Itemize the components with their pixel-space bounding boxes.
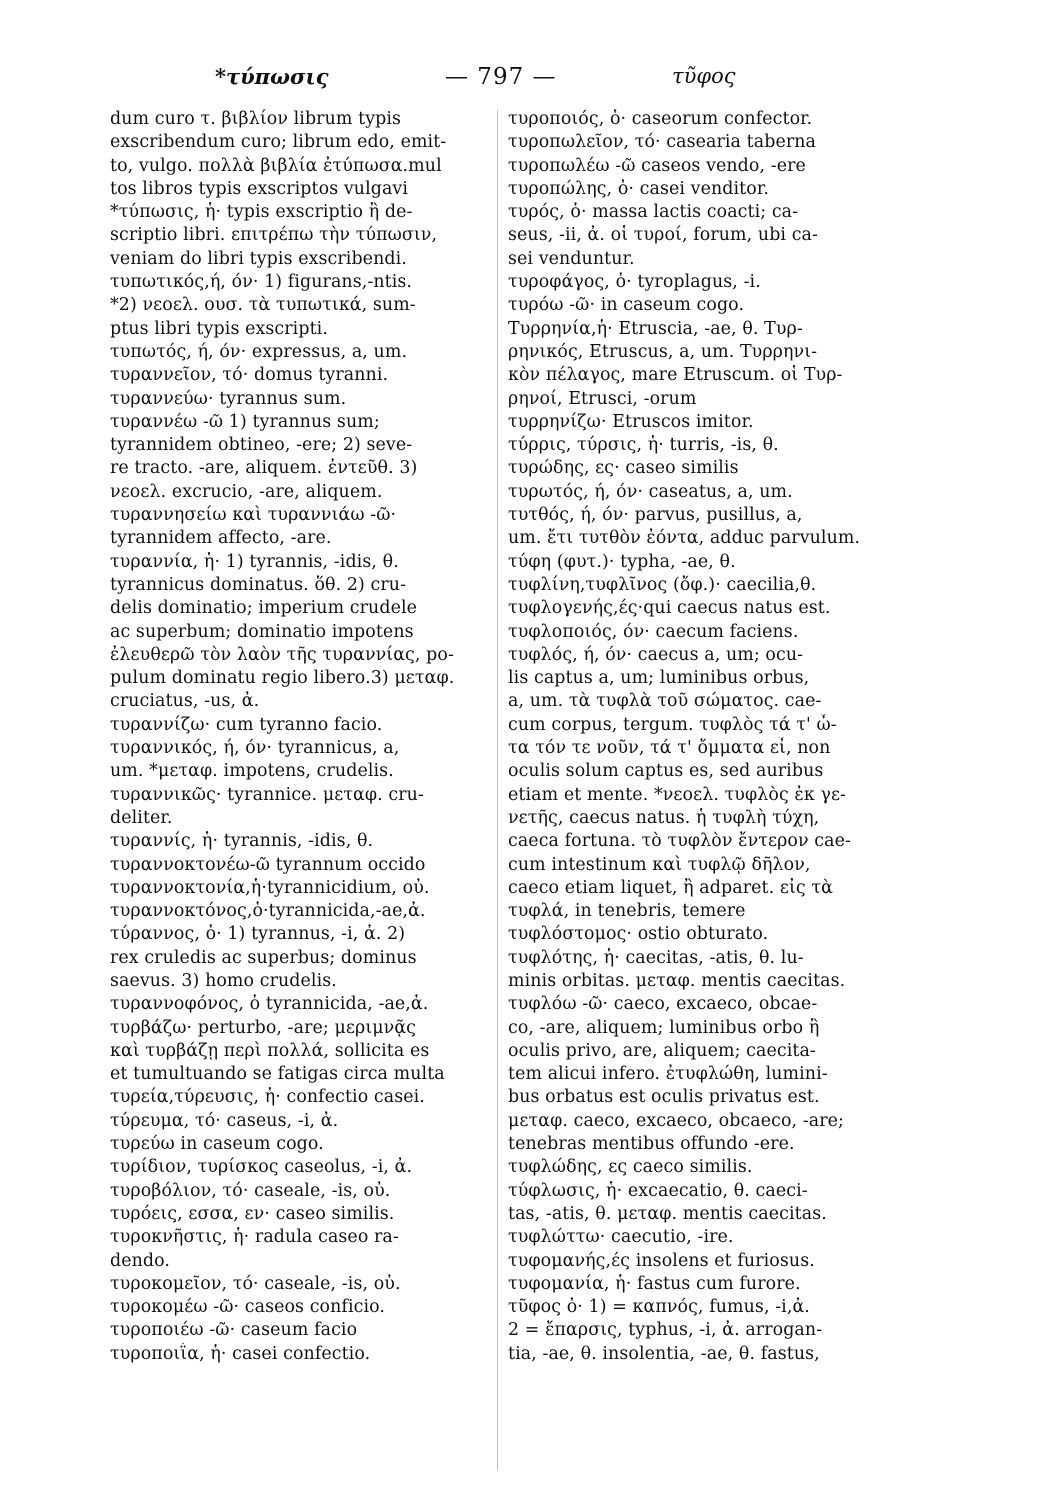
entry-line: τυφλίνη,τυφλῖνος (ὄφ.)· caecilia,θ.: [508, 574, 817, 595]
entry-line: τυφλοποιός, όν· caecum faciens.: [508, 621, 799, 642]
entry-line: τύφλωσις, ἡ· excaecatio, θ. caeci-: [508, 1180, 808, 1201]
entry-line: co, -are, aliquem; luminibus orbo ἢ: [508, 1017, 820, 1038]
header-left-word: *τύπωσις: [215, 64, 329, 89]
page-header: [0, 64, 1038, 104]
entry-line: τυραννοφόνος, ὁ tyrannicida, -ae,ἀ.: [110, 994, 429, 1015]
entry-line: lis captus a, um; luminibus orbus,: [508, 668, 810, 689]
entry-line: caeca fortuna. τὸ τυφλὸν ἔντερον cae-: [508, 831, 851, 852]
entry-line: τύρευμα, τό· caseus, -i, ἀ.: [110, 1110, 339, 1131]
entry-line: τυραννησείω καὶ τυραννιάω -ῶ·: [110, 505, 397, 526]
entry-line: τυρόεις, εσσα, εν· caseo similis.: [110, 1203, 395, 1224]
entry-line: τυραννίς, ἡ· tyrannis, -idis, θ.: [110, 831, 374, 852]
entry-line: νεοελ. excrucio, -are, aliquem.: [110, 481, 383, 502]
entry-line: τυφλά, in tenebris, temere: [508, 901, 746, 922]
entry-line: τυραννοκτονία,ἡ·tyrannicidium, οὐ.: [110, 877, 430, 898]
entry-line: τυροπωλέω -ῶ caseos vendo, -ere: [508, 155, 806, 176]
entry-line: ac superbum; dominatio impotens: [110, 621, 414, 642]
entry-line: veniam do libri typis exscribendi.: [110, 248, 407, 269]
entry-line: tyrannidem affecto, -are.: [110, 528, 332, 549]
entry-line: τυρίδιον, τυρίσκος caseolus, -i, ἀ.: [110, 1157, 413, 1178]
entry-line: τυραννοκτόνος,ὁ·tyrannicida,-ae,ἀ.: [110, 901, 426, 922]
entry-line: τυραννία, ἡ· 1) tyrannis, -idis, θ.: [110, 551, 399, 572]
entry-line: dendo.: [110, 1250, 171, 1271]
entry-line: tenebras mentibus offundo -ere.: [508, 1134, 795, 1155]
right-column: [508, 108, 888, 1478]
entry-line: τυφλώδης, ες caeco similis.: [508, 1157, 753, 1178]
entry-line: τύραννος, ὁ· 1) tyrannus, -i, ἀ. 2): [110, 924, 406, 945]
entry-line: τυφλογενής,ές·qui caecus natus est.: [508, 598, 831, 619]
header-right-word: τῦφος: [672, 64, 736, 88]
entry-line: τα τόν τε νοῦν, τά τ' ὄμματα εἶ, non: [508, 738, 831, 759]
entry-line: τυροκομέω -ῶ· caseos conficio.: [110, 1297, 386, 1318]
entry-line: τυρεύω in caseum cogo.: [110, 1134, 324, 1155]
entry-line: cum corpus, tergum. τυφλὸς τά τ' ὦ-: [508, 714, 837, 735]
entry-line: τυραννίζω· cum tyranno facio.: [110, 714, 383, 735]
entry-line: tos libros typis exscriptos vulgavi: [110, 178, 409, 199]
entry-line: Τυρρηνία,ἡ· Etruscia, -ae, θ. Τυρ-: [508, 318, 803, 339]
entry-line: νετῆς, caecus natus. ἡ τυφλὴ τύχη,: [508, 807, 820, 828]
entry-line: τυραννοκτονέω-ῶ tyrannum occido: [110, 854, 426, 875]
entry-line: τυροφάγος, ὁ· tyroplagus, -i.: [508, 272, 761, 293]
entry-line: *2) νεοελ. ουσ. τὰ τυπωτικά, sum-: [110, 295, 416, 316]
entry-line: pulum dominatu regio libero.3) μεταφ.: [110, 668, 455, 689]
entry-line: re tracto. -are, aliquem. ἐντεῦθ. 3): [110, 458, 418, 479]
entry-line: delis dominatio; imperium crudele: [110, 598, 418, 619]
entry-line: τυφομανής,ές insolens et furiosus.: [508, 1250, 815, 1271]
entry-line: tia, -ae, θ. insolentia, -ae, θ. fastus,: [508, 1343, 820, 1364]
entry-line: τυραννικός, ή, όν· tyrannicus, a,: [110, 738, 400, 759]
entry-line: τυραννικῶς· tyrannice. μεταφ. cru-: [110, 784, 424, 805]
column-divider: [497, 110, 498, 1470]
entry-line: καὶ τυρβάζῃ περὶ πολλά, sollicita es: [110, 1040, 430, 1061]
entry-line: minis orbitas. μεταφ. mentis caecitas.: [508, 970, 846, 991]
entry-line: seus, -ii, ἀ. οἱ τυροί, forum, ubi ca-: [508, 225, 819, 246]
entry-line: τυπωτός, ή, όν· expressus, a, um.: [110, 341, 408, 362]
entry-line: ἐλευθερῶ τὸν λαὸν τῆς τυραννίας, po-: [110, 644, 454, 665]
entry-line: τυφομανία, ἡ· fastus cum furore.: [508, 1273, 801, 1294]
entry-line: τύφη (φυτ.)· typha, -ae, θ.: [508, 551, 736, 572]
entry-line: τύρρις, τύρσις, ἡ· turris, -is, θ.: [508, 435, 779, 456]
entry-line: ρηνοί, Etrusci, -orum: [508, 388, 697, 409]
entry-line: cruciatus, -us, ἀ.: [110, 691, 260, 712]
entry-line: a, um. τὰ τυφλὰ τοῦ σώματος. cae-: [508, 691, 822, 712]
entry-line: cum intestinum καὶ τυφλῷ δῆλον,: [508, 854, 811, 875]
entry-line: tas, -atis, θ. μεταφ. mentis caecitas.: [508, 1203, 827, 1224]
entry-line: deliter.: [110, 807, 173, 828]
entry-line: et tumultuando se fatigas circa multa: [110, 1064, 445, 1085]
entry-line: rex cruledis ac superbus; dominus: [110, 947, 417, 968]
entry-line: τῦφος ὁ· 1) = καπνός, fumus, -i,ἀ.: [508, 1297, 810, 1318]
entry-line: scriptio libri. επιτρέπω τὴν τύπωσιν,: [110, 225, 438, 246]
entry-line: etiam et mente. *νεοελ. τυφλὸς ἐκ γε-: [508, 784, 847, 805]
entry-line: τυροποιός, ὁ· caseorum confector.: [508, 109, 813, 129]
entry-line: ρηνικός, Etruscus, a, um. Τυρρηνι-: [508, 341, 818, 362]
entry-line: um. ἔτι τυτθὸν ἐόντα, adduc parvulum.: [508, 528, 861, 549]
entry-line: τυρρηνίζω· Etruscos imitor.: [508, 411, 754, 432]
entry-line: τυφλώττω· caecutio, -ire.: [508, 1227, 734, 1248]
entry-line: oculis solum captus es, sed auribus: [508, 761, 824, 782]
entry-line: um. *μεταφ. impotens, crudelis.: [110, 761, 394, 782]
entry-line: tyrannicus dominatus. ὅθ. 2) cru-: [110, 574, 407, 595]
entry-line: κὸν πέλαγος, mare Etruscum. οἱ Τυρ-: [508, 365, 843, 386]
entry-line: bus orbatus est oculis privatus est.: [508, 1087, 820, 1108]
entry-line: τυφλότης, ἡ· caecitas, -atis, θ. lu-: [508, 947, 804, 968]
entry-line: τυρόω -ῶ· in caseum cogo.: [508, 295, 745, 316]
entry-line: τυροκομεῖον, τό· caseale, -is, οὐ.: [110, 1273, 401, 1294]
entry-line: *τύπωσις, ἡ· typis exscriptio ἢ de-: [110, 202, 413, 223]
entry-line: sei venduntur.: [508, 248, 635, 269]
entry-line: τυραννεῖον, τό· domus tyranni.: [110, 365, 389, 386]
entry-line: tyrannidem obtineo, -ere; 2) seve-: [110, 435, 413, 456]
entry-line: τυρώδης, ες· caseo similis: [508, 458, 739, 479]
entry-line: τυροπωλεῖον, τό· casearia taberna: [508, 132, 817, 153]
entry-line: τυροβόλιον, τό· caseale, -is, οὐ.: [110, 1180, 391, 1201]
entry-line: saevus. 3) homo crudelis.: [110, 970, 337, 991]
entry-line: τυτθός, ή, όν· parvus, pusillus, a,: [508, 505, 803, 526]
entry-line: τυφλόω -ῶ· caeco, excaeco, obcae-: [508, 994, 818, 1015]
entry-line: caeco etiam liquet, ἢ adparet. εἰς τὰ: [508, 877, 833, 898]
left-column: [110, 108, 490, 1478]
entry-line: τυροποιΐα, ἡ· casei confectio.: [110, 1343, 371, 1364]
entry-line: τυροπώλης, ὁ· casei venditor.: [508, 178, 769, 199]
entry-line: τυπωτικός,ή, όν· 1) figurans,-ntis.: [110, 272, 413, 293]
entry-line: μεταφ. caeco, excaeco, obcaeco, -are;: [508, 1110, 845, 1131]
entry-line: τυραννέω -ῶ 1) tyrannus sum;: [110, 411, 380, 432]
entry-line: τυρός, ὁ· massa lactis coacti; ca-: [508, 202, 799, 223]
entry-line: oculis privo, are, aliquem; caecita-: [508, 1040, 816, 1061]
entry-line: τυρωτός, ή, όν· caseatus, a, um.: [508, 481, 793, 502]
entry-line: τυροποιέω -ῶ· caseum facio: [110, 1320, 358, 1341]
entry-line: 2 = ἔπαρσις, typhus, -i, ἀ. arrogan-: [508, 1320, 823, 1341]
entry-line: dum curo τ. βιβλίον librum typis: [110, 109, 402, 129]
entry-line: tem alicui infero. ἐτυφλώθη, lumini-: [508, 1064, 828, 1085]
page-number: — 797 —: [445, 64, 557, 90]
entry-line: exscribendum curo; librum edo, emit-: [110, 132, 447, 153]
entry-line: τυρεία,τύρευσις, ἡ· confectio casei.: [110, 1087, 425, 1108]
entry-line: τυραννεύω· tyrannus sum.: [110, 388, 347, 409]
entry-line: τυφλός, ή, όν· caecus a, um; ocu-: [508, 644, 804, 665]
entry-line: to, vulgo. πολλὰ βιβλία ἐτύπωσα.mul: [110, 155, 442, 176]
entry-line: τυροκνῆστις, ἡ· radula caseo ra-: [110, 1227, 399, 1248]
entry-line: τυφλόστομος· ostio obturato.: [508, 924, 769, 945]
entry-line: τυρβάζω· perturbo, -are; μεριμνᾷς: [110, 1017, 417, 1038]
entry-line: ptus libri typis exscripti.: [110, 318, 328, 339]
